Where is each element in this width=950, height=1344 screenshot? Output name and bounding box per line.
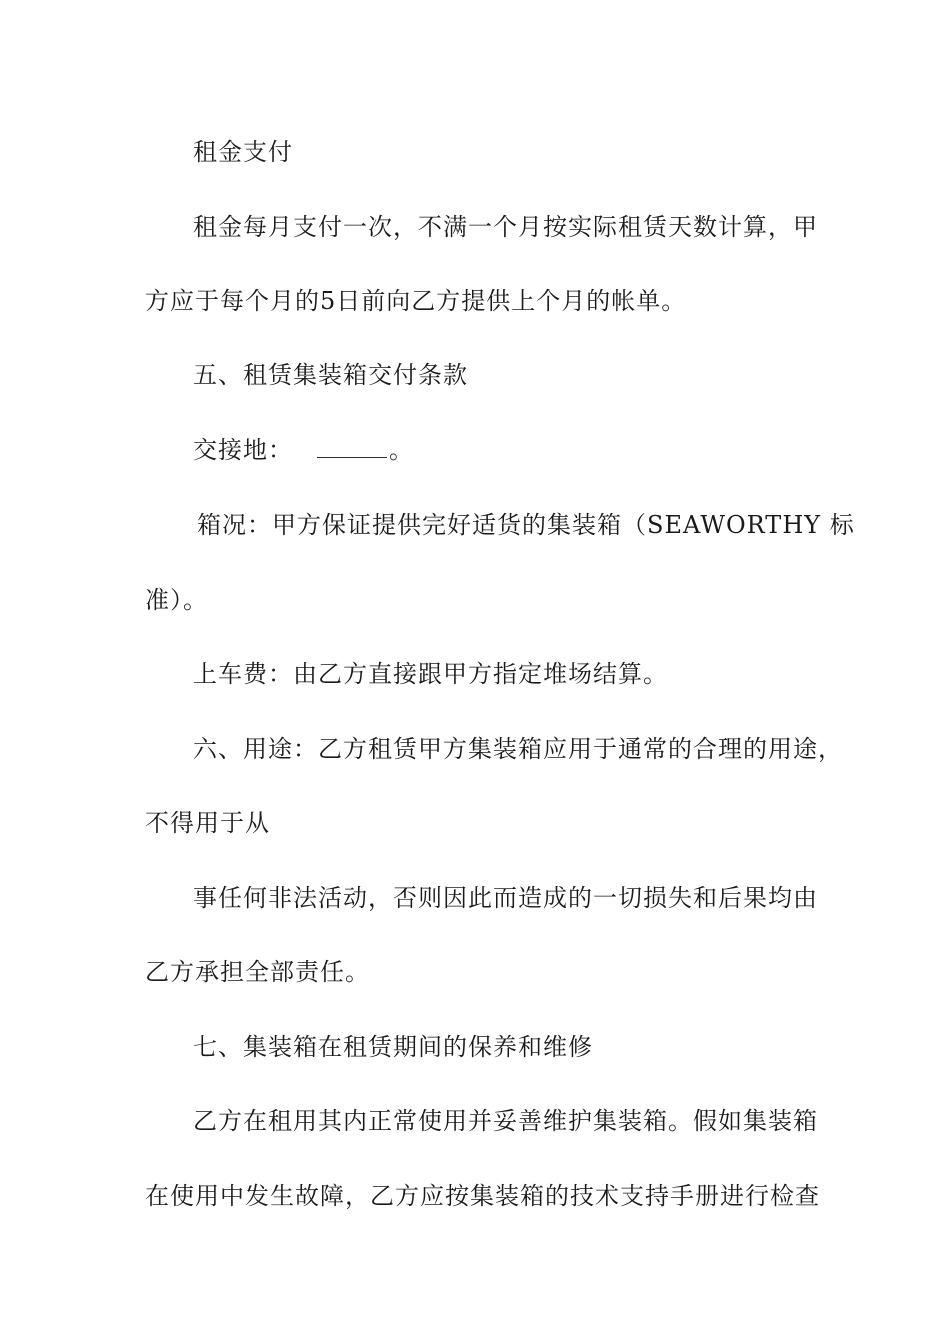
fill-in-blank xyxy=(317,439,387,458)
paragraph-line: 不得用于从 xyxy=(145,809,270,837)
paragraph-line: 在使用中发生故障，乙方应按集装箱的技术支持手册进行检查 xyxy=(145,1182,820,1210)
section-heading-seven: 七、集装箱在租赁期间的保养和维修 xyxy=(193,1033,593,1061)
section-heading-six: 六、用途：乙方租赁甲方集装箱应用于通常的合理的用途， xyxy=(193,735,843,763)
paragraph-line: 准）。 xyxy=(145,586,208,614)
paragraph-line: 箱况：甲方保证提供完好适货的集装箱（SEAWORTHY 标 xyxy=(197,511,855,539)
handover-location-line xyxy=(193,435,414,465)
paragraph-line: 事任何非法活动，否则因此而造成的一切损失和后果均由 xyxy=(193,884,818,912)
heading-rent-payment: 租金支付 xyxy=(193,138,293,166)
paragraph-line: 乙方承担全部责任。 xyxy=(145,958,370,986)
paragraph-line: 租金每月支付一次，不满一个月按实际租赁天数计算，甲 xyxy=(193,213,818,241)
paragraph-line: 方应于每个月的5日前向乙方提供上个月的帐单。 xyxy=(145,287,687,315)
paragraph-line: 上车费：由乙方直接跟甲方指定堆场结算。 xyxy=(193,660,668,688)
section-heading-five: 五、租赁集装箱交付条款 xyxy=(193,361,468,389)
paragraph-line: 乙方在租用其内正常使用并妥善维护集装箱。假如集装箱 xyxy=(193,1107,818,1135)
handover-label: 交接地： xyxy=(193,436,293,464)
handover-period: 。 xyxy=(389,436,414,464)
